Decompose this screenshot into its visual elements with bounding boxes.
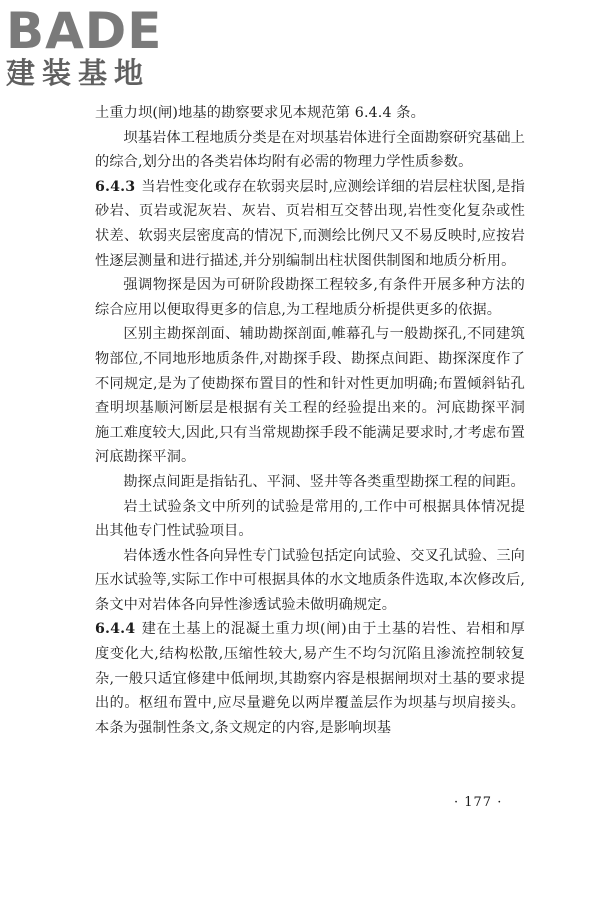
paragraph-text: 勘探点间距是指钻孔、平洞、竖井等各类重型勘探工程的间距。 [123,473,525,490]
paragraph-text: 坝基岩体工程地质分类是在对坝基岩体进行全面勘察研究基础上的综合,划分出的各类岩体均附有必需的物理力学性质参数。 [95,129,525,171]
paragraph-text: 岩土试验条文中所列的试验是常用的,工作中可根据具体情况提出其他专门性试验项目。 [95,498,525,540]
logo-brand: BADE [6,2,163,60]
section-number: 6.4.4 [95,621,136,638]
paragraph-text: 强调物探是因为可研阶段勘探工程较多,有条件开展多种方法的综合应用以便取得更多的信息,为工程地质分析提供更多的依据。 [95,277,525,318]
logo-subtitle: 建装基地 [6,56,151,90]
paragraph [95,101,525,126]
paragraph [95,322,525,470]
paragraph [95,126,525,175]
paragraph-text: 建在土基上的混凝土重力坝(闸)由于土基的岩性、岩相和厚度变化大,结构松散,压缩性较大,易产生不均匀沉陷且渗流控制较复杂,一般只适宜修建中低闸坝,其勘察内容是根据闸坝对土基的要求提出的。枢纽布置中,应尽量避免以两岸覆盖层作为坝基与坝肩接头。本条为强制性条文,条文规定的内容,是影响坝基 [95,621,525,736]
paragraph [95,470,525,495]
document-body [95,101,525,740]
paragraph-text: 当岩性变化或存在软弱夹层时,应测绘详细的岩层柱状图,是指砂岩、页岩或泥灰岩、灰岩、页岩相互交替出现,岩性变化复杂或性状差、软弱夹层密度高的情况下,而测绘比例尺又不易反映时,应按岩性逐层测量和进行描述,并分别编制出柱状图供制图和地质分析用。 [95,178,525,269]
paragraph [95,495,525,544]
paragraph [95,273,525,322]
paragraph-text: 岩体透水性各向异性专门试验包括定向试验、交叉孔试验、三向压水试验等,实际工作中可根据具体的水文地质条件选取,本次修改后,条文中对岩体各向异性渗透试验未做明确规定。 [95,547,525,613]
section-paragraph [95,617,525,740]
logo [6,4,196,90]
page-number: · 177 · [454,795,503,810]
paragraph-text: 土重力坝(闸)地基的勘察要求见本规范第 6.4.4 条。 [95,105,425,121]
paragraph-text: 区别主勘探剖面、辅助勘探剖面,帷幕孔与一般勘探孔,不同建筑物部位,不同地形地质条件,对勘探手段、勘探点间距、勘探深度作了不同规定,是为了使勘探布置目的性和针对性更加明确;布置倾斜钻孔查明坝基顺河断层是根据有关工程的经验提出来的。河底勘探平洞施工难度较大,因此,只有当常规勘探手段不能满足要求时,才考虑布置河底勘探平洞。 [95,326,525,466]
section-number: 6.4.3 [95,178,136,195]
section-paragraph [95,175,525,273]
paragraph [95,544,525,618]
